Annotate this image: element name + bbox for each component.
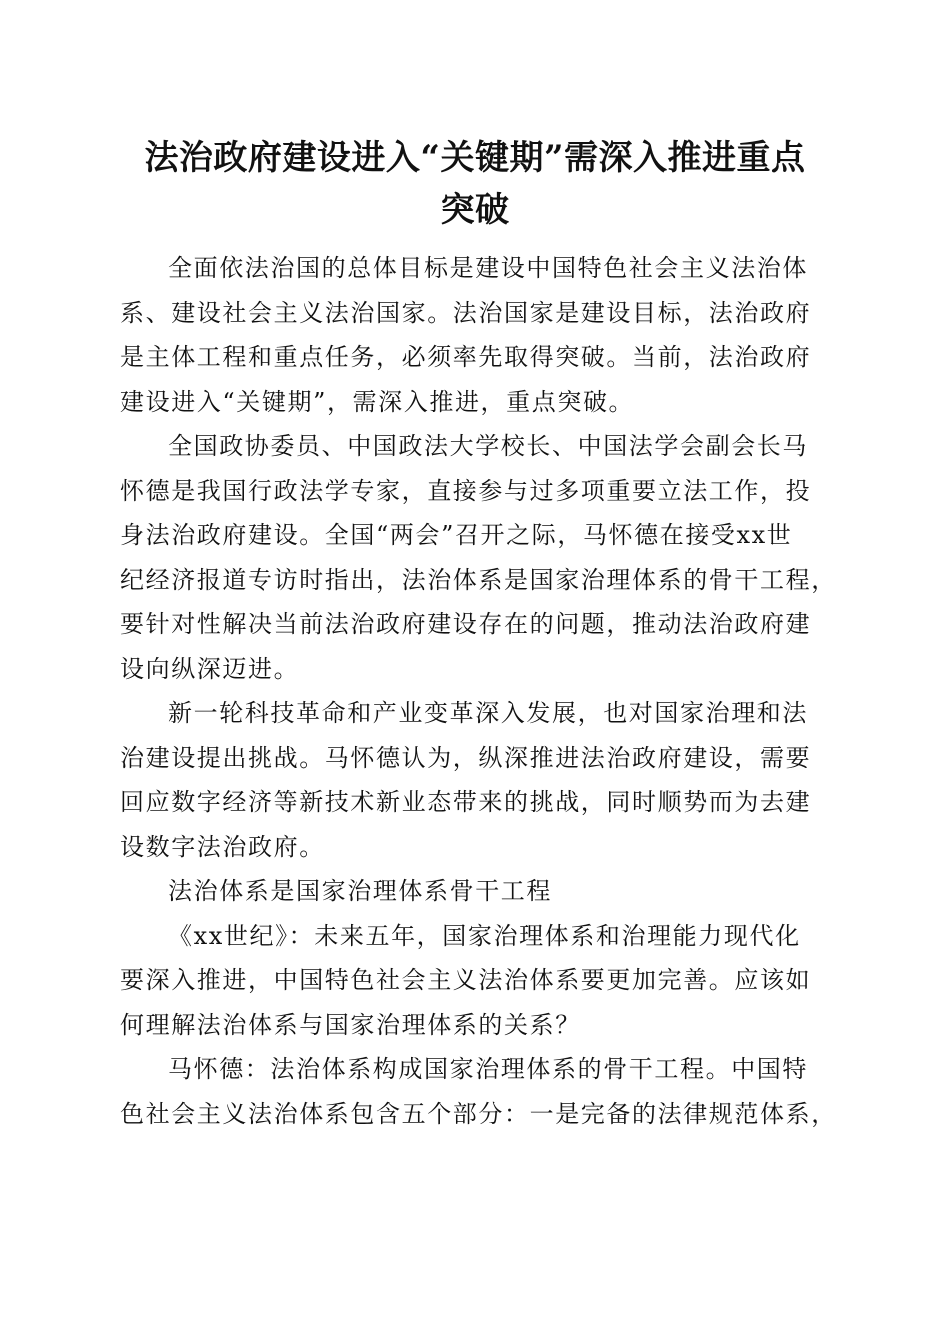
paragraph-technology <box>120 691 832 869</box>
text-line: 要针对性解决当前法治政府建设存在的问题，推动法治政府建 <box>120 610 812 638</box>
text-line: 是主体工程和重点任务，必须率先取得突破。当前，法治政府 <box>120 343 812 371</box>
paragraph-intro <box>120 246 832 424</box>
text-line: 《xx世纪》：未来五年，国家治理体系和治理能力现代化 <box>168 921 801 950</box>
paragraph-background <box>120 424 837 691</box>
text-line: 马怀德：法治体系构成国家治理体系的骨干工程。中国特 <box>168 1055 808 1083</box>
text-line: 身法治政府建设。全国“两会”召开之际，马怀德在接受xx世 <box>120 521 793 549</box>
section-heading <box>120 869 832 914</box>
text-line: 要深入推进，中国特色社会主义法治体系要更加完善。应该如 <box>120 966 812 994</box>
paragraph-answer <box>120 1047 837 1136</box>
text-line: 全面依法治国的总体目标是建设中国特色社会主义法治体 <box>168 254 808 282</box>
document-body <box>120 246 837 1136</box>
text-line: 设向纵深迈进。 <box>120 654 300 683</box>
text-line: 回应数字经济等新技术新业态带来的挑战，同时顺势而为去建 <box>120 788 812 816</box>
text-line: 何理解法治体系与国家治理体系的关系？ <box>120 1010 581 1039</box>
document-title <box>110 132 840 236</box>
text-line: 全国政协委员、中国政法大学校长、中国法学会副会长马 <box>168 432 808 460</box>
text-line: 法治体系是国家治理体系骨干工程 <box>168 877 552 905</box>
title-line: 法治政府建设进入“关键期”需深入推进重点 <box>144 138 806 178</box>
title-line: 突破 <box>440 190 510 230</box>
text-line: 新一轮科技革命和产业变革深入发展，也对国家治理和法 <box>168 699 808 727</box>
text-line: 建设进入“关键期”，需深入推进，重点突破。 <box>120 387 635 416</box>
text-line: 设数字法治政府。 <box>120 832 325 861</box>
text-line: 系、建设社会主义法治国家。法治国家是建设目标，法治政府 <box>120 298 812 327</box>
text-line: 纪经济报道专访时指出，法治体系是国家治理体系的骨干工程， <box>120 565 837 594</box>
paragraph-question <box>120 914 832 1048</box>
text-line: 色社会主义法治体系包含五个部分：一是完备的法律规范体系， <box>120 1099 837 1128</box>
text-line: 怀德是我国行政法学专家，直接参与过多项重要立法工作，投 <box>120 476 812 505</box>
text-line: 治建设提出挑战。马怀德认为，纵深推进法治政府建设，需要 <box>120 743 812 772</box>
